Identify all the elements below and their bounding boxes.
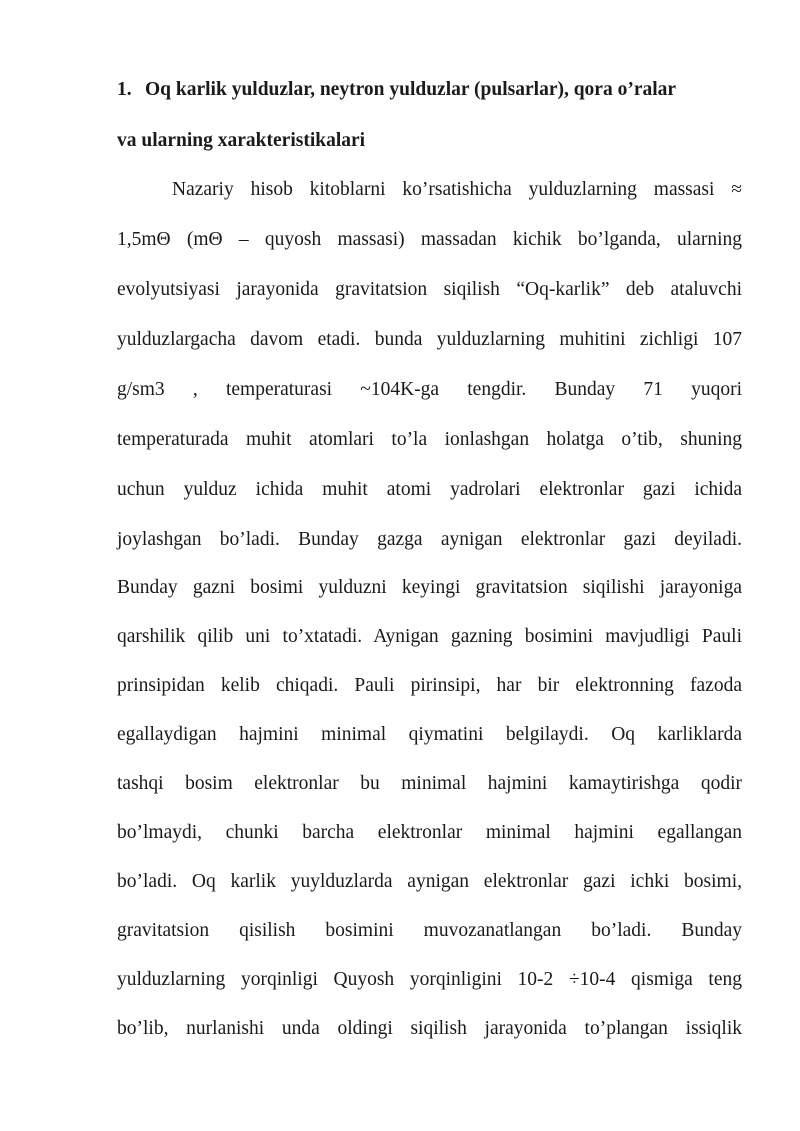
section-number: 1. <box>117 79 132 100</box>
paragraph-line: evolyutsiyasi jarayonida gravitatsion siqilish “Oq-karlik” deb ataluvchi <box>117 279 742 300</box>
paragraph-line: Nazariy hisob kitoblarni ko’rsatishicha yulduzlarning massasi ≈ <box>172 179 742 200</box>
section-heading-line-2 <box>117 131 757 151</box>
paragraph-line: uchun yulduz ichida muhit atomi yadrolari elektronlar gazi ichida <box>117 479 742 500</box>
paragraph-line: g/sm3 , temperaturasi ~104K-ga tengdir. Bunday 71 yuqori <box>117 379 742 400</box>
paragraph-line: yulduzlarning yorqinligi Quyosh yorqinligini 10-2 ÷10-4 qismiga teng <box>117 969 742 990</box>
paragraph-line: gravitatsion qisilish bosimini muvozanatlangan bo’ladi. Bunday <box>117 920 742 941</box>
section-heading-line-1 <box>117 80 757 100</box>
paragraph-line: joylashgan bo’ladi. Bunday gazga aynigan elektronlar gazi deyiladi. <box>117 529 742 550</box>
paragraph-line: egallaydigan hajmini minimal qiymatini belgilaydi. Oq karliklarda <box>117 724 742 745</box>
section-title-part-1: Oq karlik yulduzlar, neytron yulduzlar (pulsarlar), qora o’ralar <box>145 79 677 100</box>
paragraph-line: 1,5mΘ (mΘ – quyosh massasi) massadan kichik bo’lganda, ularning <box>117 229 742 250</box>
paragraph-line: yulduzlargacha davom etadi. bunda yulduzlarning muhitini zichligi 107 <box>117 329 742 350</box>
paragraph-line: bo’ladi. Oq karlik yuylduzlarda aynigan elektronlar gazi ichki bosimi, <box>117 871 742 892</box>
paragraph-line: qarshilik qilib uni to’xtatadi. Aynigan gazning bosimini mavjudligi Pauli <box>117 626 742 647</box>
paragraph-line: prinsipidan kelib chiqadi. Pauli pirinsipi, har bir elektronning fazoda <box>117 675 742 696</box>
paragraph-line: bo’lib, nurlanishi unda oldingi siqilish jarayonida to’plangan issiqlik <box>117 1018 742 1039</box>
paragraph-line: bo’lmaydi, chunki barcha elektronlar minimal hajmini egallangan <box>117 822 742 843</box>
section-title-part-2: va ularning xarakteristikalari <box>117 130 366 151</box>
paragraph-line: tashqi bosim elektronlar bu minimal hajmini kamaytirishga qodir <box>117 773 742 794</box>
paragraph-line: temperaturada muhit atomlari to’la ionlashgan holatga o’tib, shuning <box>117 429 742 450</box>
paragraph-line: Bunday gazni bosimi yulduzni keyingi gravitatsion siqilishi jarayoniga <box>117 577 742 598</box>
